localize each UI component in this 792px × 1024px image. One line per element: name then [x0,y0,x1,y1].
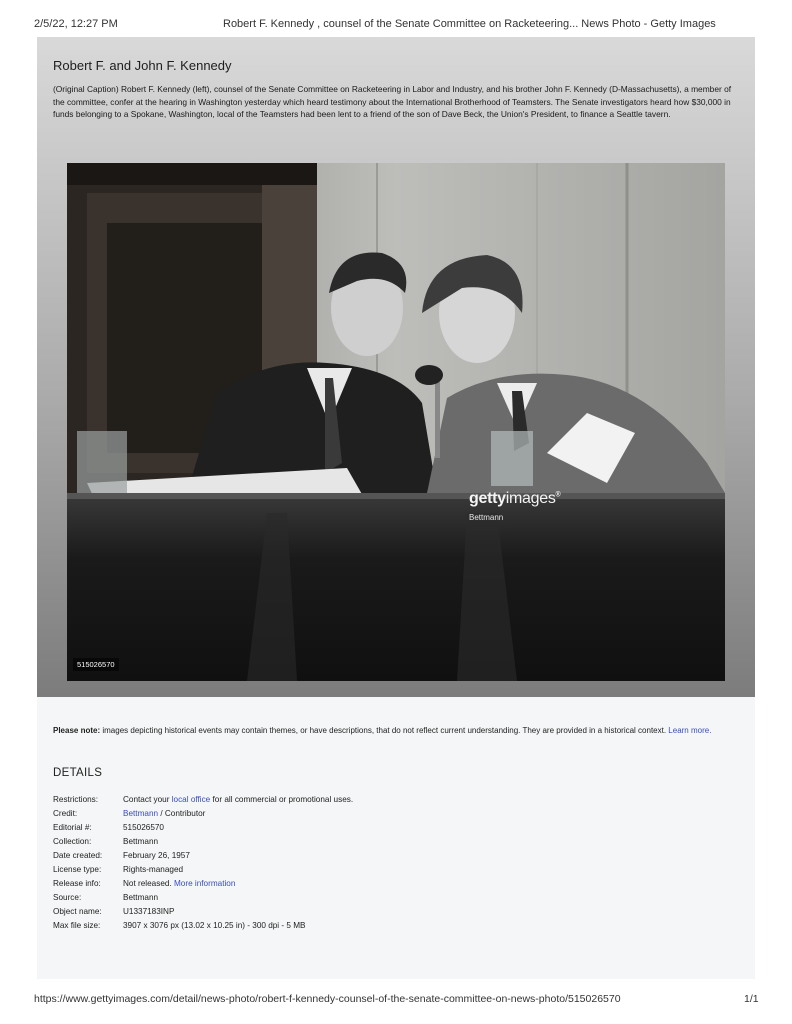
historical-note: Please note: images depicting historical events may contain themes, or have descriptions, that do not reflect current understanding. They are provided in a historical context. Learn more. [53,726,712,735]
print-page-number: 1/1 [744,993,759,1005]
details-heading: DETAILS [53,767,103,779]
details-panel [37,697,755,979]
photo-hero [37,37,755,697]
more-information-link[interactable]: More information [173,879,236,888]
detail-row-license: License type: Rights-managed [53,863,353,877]
photo-caption: (Original Caption) Robert F. Kennedy (left), counsel of the Senate Committee on Racketeering in Labor and Industry, and his brother John F. Kennedy (D-Massachusetts), a member of the committee, confer at the hearing in Washington yesterday which heard testimony about the International Brotherhood of Teamsters. The Senate investigators heard how $30,000 in funds belonging to a Spokane, Washington, local of the Teamsters had been lent to a friend of the son of Dave Beck, the Union's President, to finance a Seattle tavern. [53,84,732,119]
detail-row-editorial: Editorial #: 515026570 [53,823,164,832]
local-office-link[interactable]: local office [171,795,211,804]
detail-row-date: Date created: February 26, 1957 [53,851,190,860]
print-date: 2/5/22, 12:27 PM [34,18,118,30]
detail-row-restrictions: Restrictions: Contact your local office for all commercial or promotional uses. [53,795,354,804]
print-header [0,0,792,38]
credit-link[interactable]: Bettmann [123,809,159,818]
license-link[interactable]: Rights-managed [123,865,184,874]
getty-watermark: gettyimages® [469,490,561,507]
photo-title: Robert F. and John F. Kennedy [53,58,232,73]
print-footer-url: https://www.gettyimages.com/detail/news-photo/robert-f-kennedy-counsel-of-the-senate-committee-on-news-photo/515026570 [34,993,621,1005]
news-photo[interactable] [67,163,725,681]
detail-row-max-size: Max file size: 3907 x 3076 px (13.02 x 10.25 in) - 300 dpi - 5 MB [53,921,306,930]
photo-illustration [67,163,725,681]
photo-id-badge: 515026570 [73,658,119,671]
detail-row-object: Object name: U1337183INP [53,907,175,916]
detail-row-credit: Credit: Bettmann / Contributor [53,809,206,818]
detail-row-collection: Collection: Bettmann [53,837,159,846]
detail-row-release: Release info: Not released. More information [53,879,236,888]
details-list [53,793,353,933]
learn-more-link[interactable]: Learn more. [668,726,712,735]
print-title: Robert F. Kennedy , counsel of the Senate Committee on Racketeering... News Photo - Getty Images [223,18,716,30]
detail-row-source: Source: Bettmann [53,893,159,902]
watermark-credit: Bettmann [469,513,504,522]
